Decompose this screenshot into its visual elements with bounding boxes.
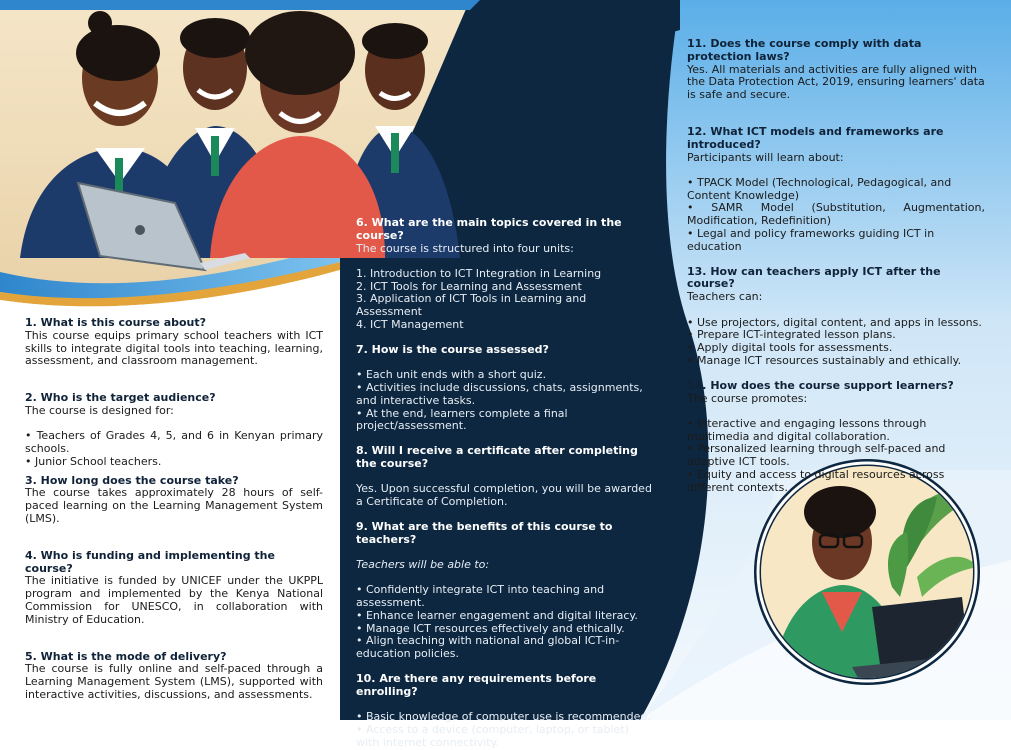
faq-bullet: • Interactive and engaging lessons through multimedia and digital collaboration. (687, 416, 927, 443)
faq-answer: The course is designed for: (25, 403, 174, 417)
faq-bullet: • Junior School teachers. (25, 454, 162, 468)
faq-bullet: • Equity and access to digital resources across different contexts. (687, 468, 945, 494)
faq-bullet: • Legal and policy frameworks guiding ICT in education (687, 227, 935, 253)
faq-answer: The course takes approximately 28 hours of self-paced learning on the Learning Management System (LMS). (25, 486, 323, 526)
faq-answer: Participants will learn about: (687, 150, 844, 164)
faq-item (687, 266, 985, 368)
faq-item (356, 217, 652, 332)
faq-item (356, 344, 652, 433)
faq-question: 2. Who is the target audience? (25, 391, 216, 405)
faq-bullet: • SAMR Model (Substitution, Augmentation, Modification, Redefinition) (687, 201, 985, 228)
faq-question: 6. What are the main topics covered in the course? (356, 216, 622, 242)
faq-item (25, 317, 323, 368)
faq-bullet: • At the end, learners complete a final project/assessment. (356, 406, 568, 433)
faq-item (25, 475, 323, 526)
faq-list-item: 3. Application of ICT Tools in Learning and Assessment (356, 292, 587, 319)
faq-question: 10. Are there any requirements before enrolling? (356, 672, 597, 698)
faq-answer: The course is fully online and self-paced through a Learning Management System (LMS), supported with interactive activities, discussions, and assessments. (25, 662, 323, 702)
faq-answer: The course is structured into four units: (356, 241, 574, 255)
faq-question: 7. How is the course assessed? (356, 342, 549, 356)
faq-bullet: • Manage ICT resources sustainably and ethically. (687, 353, 962, 367)
faq-question: 14. How does the course support learners? (687, 378, 954, 392)
faq-question: 1. What is this course about? (25, 316, 207, 329)
faq-item (25, 651, 323, 702)
faq-list-item: 1. Introduction to ICT Integration in Learning (356, 266, 602, 280)
faq-bullet: • Activities include discussions, chats, assignments, and interactive tasks. (356, 380, 643, 407)
faq-bullet: • Use projectors, digital content, and apps in lessons. (687, 315, 982, 329)
faq-question: 5. What is the mode of delivery? (25, 649, 227, 663)
faq-intro: Teachers will be able to: (356, 557, 490, 571)
faq-item (356, 673, 652, 749)
faq-question: 9. What are the benefits of this course to teachers? (356, 519, 613, 546)
faq-item (687, 38, 985, 102)
faq-bullet: • Align teaching with national and global ICT-in-education policies. (356, 634, 620, 661)
faq-answer: This course equips primary school teachers with ICT skills to integrate digital tools into teaching, learning, assessment, and classroom management. (25, 328, 323, 368)
faq-answer: The initiative is funded by UNICEF under the UKPPL program and implemented by the Kenya National Commission for UNESCO, in collaboration with Ministry of Education. (25, 574, 323, 626)
faq-question: 11. Does the course comply with data protection laws? (687, 37, 922, 63)
faq-list-item: 2. ICT Tools for Learning and Assessment (356, 279, 582, 293)
right-column (687, 38, 985, 495)
left-column (25, 317, 323, 702)
faq-item (687, 380, 985, 495)
middle-column (356, 217, 652, 750)
faq-question: 12. What ICT models and frameworks are introduced? (687, 124, 944, 151)
faq-bullet: • Prepare ICT-integrated lesson plans. (687, 328, 896, 342)
faq-item (356, 521, 652, 661)
faq-answer: Teachers can: (687, 290, 763, 304)
faq-answer: Yes. All materials and activities are fully aligned with the Data Protection Act, 2019, ensuring learners' data is safe and secure. (687, 62, 985, 102)
faq-question: 3. How long does the course take? (25, 473, 239, 487)
faq-bullet: • Each unit ends with a short quiz. (356, 368, 547, 382)
faq-bullet: • Basic knowledge of computer use is recommended. (356, 710, 651, 724)
faq-bullet: • Confidently integrate ICT into teaching and assessment. (356, 583, 605, 610)
faq-bullet: • Apply digital tools for assessments. (687, 341, 893, 355)
faq-bullet: • Manage ICT resources effectively and ethically. (356, 621, 625, 635)
faq-bullet: • Teachers of Grades 4, 5, and 6 in Kenyan primary schools. (25, 429, 323, 456)
faq-question: 13. How can teachers apply ICT after the course? (687, 264, 941, 291)
faq-item (356, 445, 652, 509)
faq-answer: The course promotes: (687, 391, 808, 405)
faq-question: 8. Will I receive a certificate after completing the course? (356, 444, 638, 470)
faq-bullet: • Enhance learner engagement and digital literacy. (356, 608, 638, 622)
faq-answer: Yes. Upon successful completion, you will be awarded a Certificate of Completion. (356, 482, 652, 509)
faq-item (25, 550, 323, 627)
faq-item (25, 392, 323, 468)
faq-bullet: • Personalized learning through self-paced and adaptive ICT tools. (687, 442, 946, 469)
faq-item (687, 126, 985, 254)
faq-list-item: 4. ICT Management (356, 318, 464, 332)
faq-question: 4. Who is funding and implementing the course? (25, 548, 275, 575)
faq-bullet: • Access to a device (computer, laptop, or tablet) with internet connectivity. (356, 722, 629, 749)
faq-bullet: • TPACK Model (Technological, Pedagogical, and Content Knowledge) (687, 175, 952, 202)
